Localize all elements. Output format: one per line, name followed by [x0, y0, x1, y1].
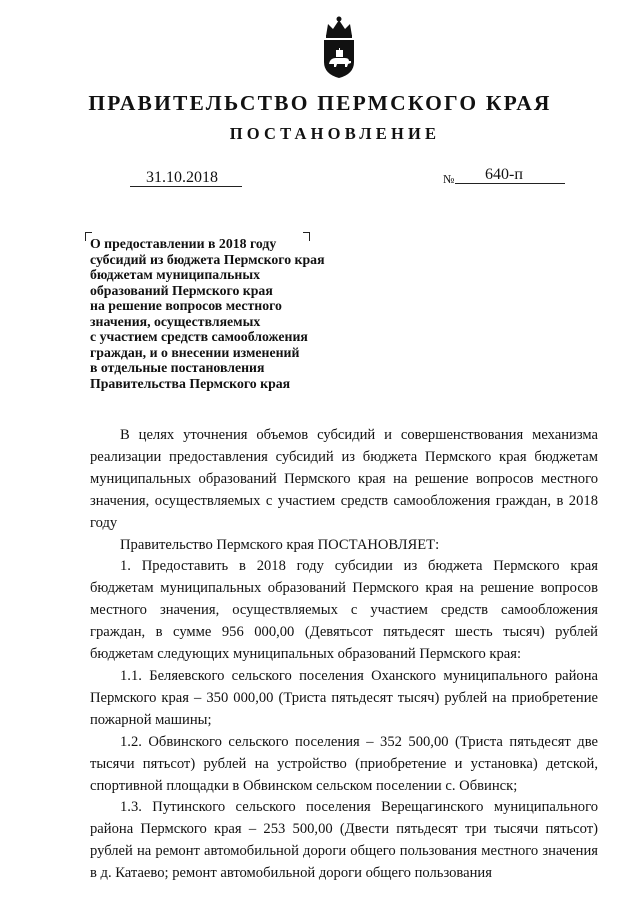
perm-krai-coat-of-arms-icon [318, 14, 360, 80]
subject-line: субсидий из бюджета Пермского края [90, 251, 325, 267]
subject-line: граждан, и о внесении изменений [90, 344, 300, 360]
preamble-paragraph: В целях уточнения объемов субсидий и совершенствования механизма реализации предоставления субсидий из бюджета Пермского края бюджетам муниципальных образований Пермского края на решение вопросов местного значения, осуществляемых с участием средств самообложения граждан, в 2018 году [90, 427, 598, 531]
subject-line: с участием средств самообложения [90, 329, 308, 344]
subject-line: образований Пермского края [90, 282, 273, 298]
clause-1-1-paragraph: 1.1. Беляевского сельского поселения Оханского муниципального района Пермского края – 350 000,00 (Триста пятьдесят тысяч) рублей на приобретение пожарной машины; [90, 667, 598, 728]
subject-line: бюджетам муниципальных [90, 267, 260, 282]
subject-line: О предоставлении в 2018 году [90, 236, 277, 251]
subject-line: в отдельные постановления [90, 360, 265, 375]
government-title: ПРАВИТЕЛЬСТВО ПЕРМСКОГО КРАЯ [88, 91, 552, 115]
document-number: 640-п [485, 166, 523, 183]
document-body [90, 425, 598, 885]
subject-line: на решение вопросов местного [90, 298, 282, 313]
subject-line: Правительства Пермского края [90, 375, 291, 391]
subject-line: значения, осуществляемых [90, 313, 261, 329]
document-date: 31.10.2018 [146, 169, 218, 186]
clause-1-2-paragraph: 1.2. Обвинского сельского поселения – 352 500,00 (Триста пятьдесят две тысячи пятьсот) рублей на устройство (приобретение и установка) детской, спортивной площадки в Обвинском сельском поселении с. Обвинск; [90, 733, 598, 794]
date-underline [130, 186, 242, 187]
clause-1-3-paragraph: 1.3. Путинского сельского поселения Верещагинского муниципального района Пермского края – 253 500,00 (Двести пятьдесят три тысячи пятьсот) рублей на ремонт автомобильной дороги общего пользования местного значения в д. Катаево; ремонт автомобильной дороги общего пользования [90, 799, 598, 882]
number-underline [455, 183, 565, 184]
document-type: ПОСТАНОВЛЕНИЕ [229, 124, 441, 143]
number-sign: № [443, 172, 455, 186]
resolution-paragraph: Правительство Пермского края ПОСТАНОВЛЯЕТ: [120, 536, 440, 553]
clause-1-paragraph: 1. Предоставить в 2018 году субсидии из бюджета Пермского края бюджетам муниципальных образований Пермского края на решение вопросов местного значения, осуществляемых с участием средств самообложения граждан, в сумме 956 000,00 (Девятьсот пятьдесят шесть тысяч) рублей бюджетам следующих муниципальных образований Пермского края: [90, 558, 598, 663]
document-subject [90, 236, 325, 391]
